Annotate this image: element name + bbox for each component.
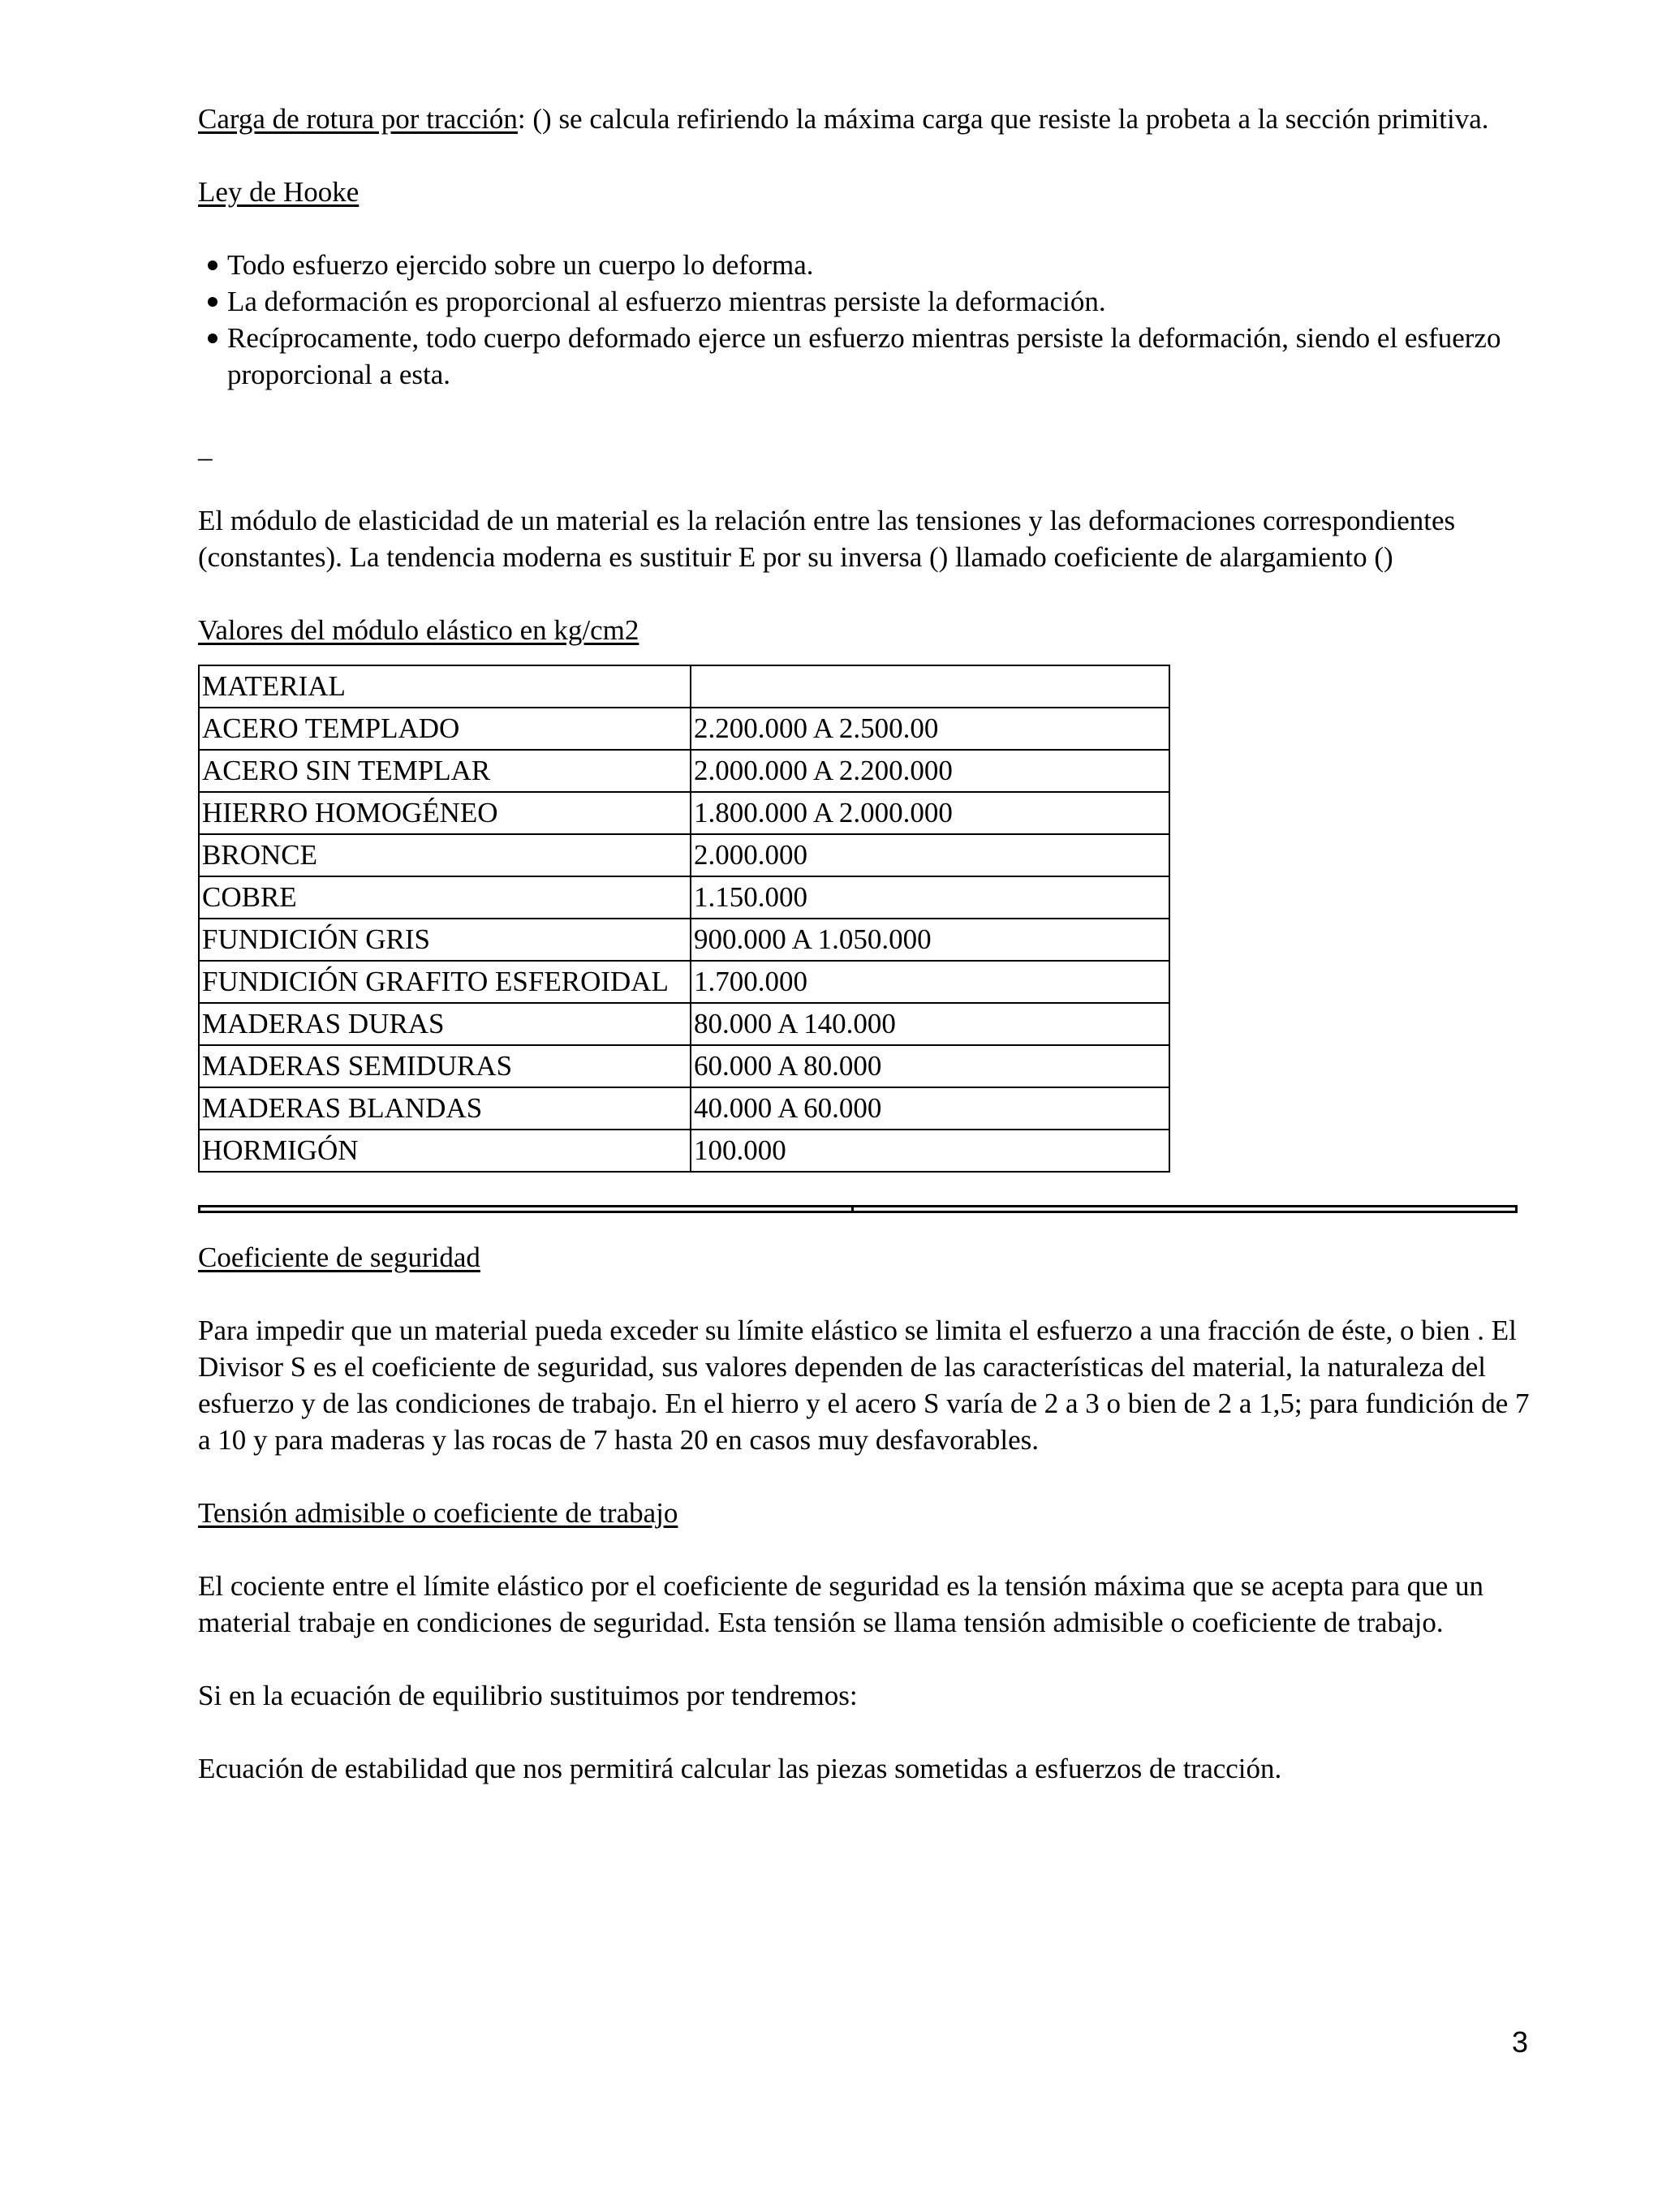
page-number: 3 — [1511, 2025, 1528, 2059]
table-row — [199, 1130, 1169, 1172]
hooke-bullet-list — [198, 247, 1545, 393]
table-row — [199, 919, 1169, 961]
table-row — [199, 792, 1169, 834]
table-cell-material: FUNDICIÓN GRIS — [199, 919, 691, 961]
dash-placeholder: _ — [198, 432, 213, 463]
table-header-row — [199, 665, 1169, 708]
table-cell-material: MADERAS BLANDAS — [199, 1087, 691, 1130]
table-cell-material: ACERO TEMPLADO — [199, 708, 691, 750]
table-cell-value: 60.000 A 80.000 — [691, 1045, 1169, 1087]
paragraph-modulo-elasticidad: El módulo de elasticidad de un material es la relación entre las tensiones y las deformaciones correspondientes (constantes). La tendencia moderna es sustituir E por su inversa () llamado coeficiente de alargamiento () — [198, 505, 1456, 573]
table-cell-material: FUNDICIÓN GRAFITO ESFEROIDAL — [199, 961, 691, 1003]
list-item: La deformación es proporcional al esfuerzo mientras persiste la deformación. — [198, 283, 1545, 320]
table-row — [199, 834, 1169, 876]
heading-coeficiente-seguridad: Coeficiente de seguridad — [198, 1242, 480, 1273]
heading-tension-admisible: Tensión admisible o coeficiente de trabajo — [198, 1497, 678, 1529]
paragraph-carga-rotura — [198, 101, 1545, 137]
table-row — [199, 876, 1169, 919]
paragraph-tension-admisible: El cociente entre el límite elástico por el coeficiente de seguridad es la tensión máxima que se acepta para que un material trabaje en condiciones de seguridad. Esta tensión se llama tensión admisible o coeficiente de trabajo. — [198, 1570, 1484, 1638]
table-row — [199, 961, 1169, 1003]
table-cell-value: 2.000.000 A 2.200.000 — [691, 750, 1169, 792]
table-cell-value: 2.000.000 — [691, 834, 1169, 876]
heading-valores-modulo: Valores del módulo elástico en kg/cm2 — [198, 614, 639, 646]
table-cell-material: MADERAS DURAS — [199, 1003, 691, 1045]
modulus-table — [198, 665, 1170, 1173]
paragraph-ecuacion-equilibrio: Si en la ecuación de equilibrio sustituimos por tendremos: — [198, 1680, 858, 1711]
paragraph-ecuacion-estabilidad: Ecuación de estabilidad que nos permitirá calcular las piezas sometidas a esfuerzos de tracción. — [198, 1753, 1282, 1784]
document-body — [198, 101, 1545, 1787]
table-cell-material: BRONCE — [199, 834, 691, 876]
paragraph-coeficiente-seguridad: Para impedir que un material pueda exceder su límite elástico se limita el esfuerzo a una fracción de éste, o bien . El Divisor S es el coeficiente de seguridad, sus valores dependen de las características del material, la naturaleza del esfuerzo y de las condiciones de trabajo. En el hierro y el acero S varía de 2 a 3 o bien de 2 a 1,5; para fundición de 7 a 10 y para maderas y las rocas de 7 hasta 20 en casos muy desfavorables. — [198, 1315, 1530, 1456]
table-row — [199, 1087, 1169, 1130]
table-cell-value: 80.000 A 140.000 — [691, 1003, 1169, 1045]
heading-ley-hooke: Ley de Hooke — [198, 176, 360, 208]
table-cell-value: 2.200.000 A 2.500.00 — [691, 708, 1169, 750]
table-header-material: MATERIAL — [199, 665, 691, 708]
table-cell-material: MADERAS SEMIDURAS — [199, 1045, 691, 1087]
table-row — [199, 1045, 1169, 1087]
paragraph-carga-rotura-text: : () se calcula refiriendo la máxima carga que resiste la probeta a la sección primitiva. — [517, 103, 1489, 135]
table-row — [199, 1003, 1169, 1045]
table-row — [199, 750, 1169, 792]
table-cell-value: 1.700.000 — [691, 961, 1169, 1003]
table-cell-value: 900.000 A 1.050.000 — [691, 919, 1169, 961]
section-divider-mid — [851, 1207, 854, 1211]
table-header-value — [691, 665, 1169, 708]
section-divider — [198, 1205, 1518, 1213]
list-item: Recíprocamente, todo cuerpo deformado ejerce un esfuerzo mientras persiste la deformación, siendo el esfuerzo proporcional a esta. — [198, 320, 1545, 393]
table-cell-material: HORMIGÓN — [199, 1130, 691, 1172]
term-carga-rotura: Carga de rotura por tracción — [198, 103, 518, 135]
table-row — [199, 708, 1169, 750]
table-cell-material: COBRE — [199, 876, 691, 919]
table-cell-value: 100.000 — [691, 1130, 1169, 1172]
list-item: Todo esfuerzo ejercido sobre un cuerpo lo deforma. — [198, 247, 1545, 283]
table-cell-value: 40.000 A 60.000 — [691, 1087, 1169, 1130]
table-cell-value: 1.150.000 — [691, 876, 1169, 919]
table-cell-value: 1.800.000 A 2.000.000 — [691, 792, 1169, 834]
table-cell-material: ACERO SIN TEMPLAR — [199, 750, 691, 792]
table-cell-material: HIERRO HOMOGÉNEO — [199, 792, 691, 834]
